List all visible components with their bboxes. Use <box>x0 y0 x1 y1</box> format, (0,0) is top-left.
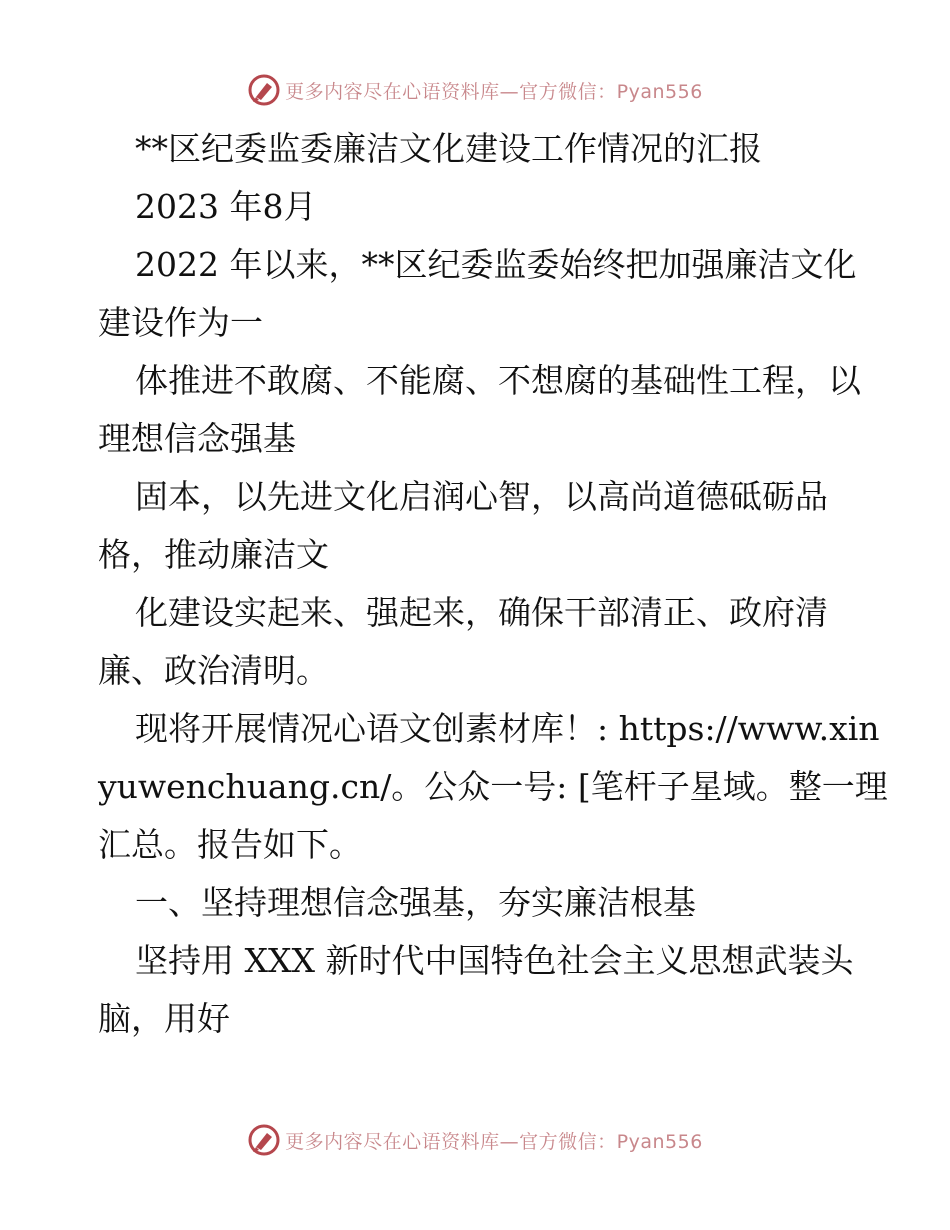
body-paragraph: 2022 年以来，**区纪委监委始终把加强廉洁文化建设作为一 <box>98 245 857 342</box>
body-paragraph: 化建设实起来、强起来，确保干部清正、政府清廉、政治清明。 <box>98 593 828 690</box>
pen-nib-circle-icon <box>247 1123 281 1157</box>
document-date: 2023 年8月 <box>135 187 317 226</box>
pen-nib-circle-icon <box>247 73 281 107</box>
body-paragraph: 固本，以先进文化启润心智，以高尚道德砥砺品格，推动廉洁文 <box>98 477 828 574</box>
footer-watermark-banner <box>0 1122 950 1158</box>
document-title: **区纪委监委廉洁文化建设工作情况的汇报 <box>135 129 762 168</box>
body-paragraph: 体推进不敢腐、不能腐、不想腐的基础性工程，以理想信念强基 <box>98 361 861 458</box>
footer-watermark-text: 更多内容尽在心语资料库—官方微信：Pyan556 <box>285 1130 703 1153</box>
document-body <box>98 120 888 1048</box>
header-watermark-banner <box>0 72 950 108</box>
section-heading: 一、坚持理想信念强基，夯实廉洁根基 <box>135 883 696 922</box>
header-watermark-text: 更多内容尽在心语资料库—官方微信：Pyan556 <box>285 80 703 103</box>
body-paragraph: 现将开展情况心语文创素材库！: https://www.xinyuwenchuang.cn/。公众一号: [笔杆子星域。整一理汇总。报告如下。 <box>98 709 888 864</box>
body-paragraph: 坚持用 XXX 新时代中国特色社会主义思想武装头脑，用好 <box>98 941 854 1038</box>
